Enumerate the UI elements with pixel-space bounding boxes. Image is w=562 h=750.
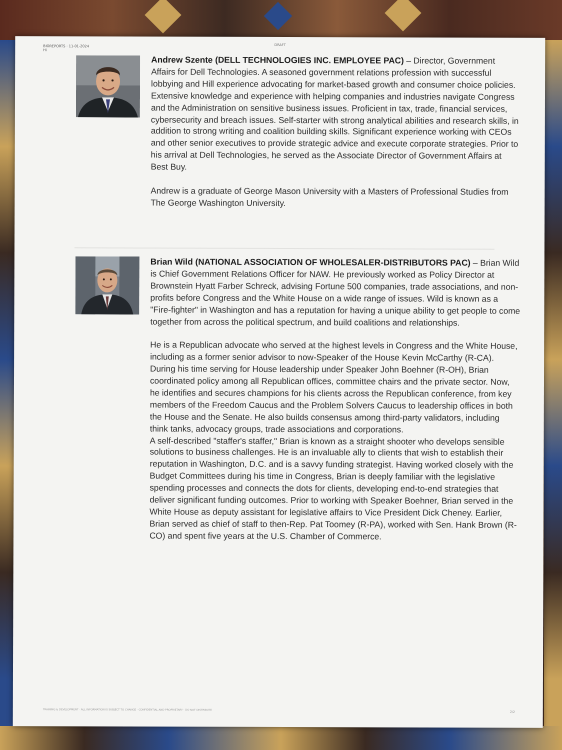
bio-paragraph: He is a Republican advocate who served at the highest levels in Congress and the White House, including as a former senior advisor to now-Speaker of the House Kevin McCarthy (R-CA). During his time serving for House leadership under Speaker John Boehner (R-OH), Brian coordinated policy among all Republican offices, committee chairs and the private sector. Now, he identifies and secures champions for his clients across the Republican conference, from key members of the Freedom Caucus and the Problem Solvers Caucus to leadership offices in both the House and the Senate. He also builds consensus among third-party validators, including think tanks, advocacy groups, trade associations and corporations. xyxy=(149,339,518,435)
profile-name: Andrew Szente (DELL TECHNOLOGIES INC. EMPLOYEE PAC) xyxy=(151,54,404,66)
portrait-image xyxy=(75,256,139,314)
document-page xyxy=(13,36,545,728)
page-header-center: DRAFT xyxy=(274,42,286,48)
section-divider xyxy=(74,247,494,249)
header-left-line1: BIOREPORTS · 11-01-2024 xyxy=(43,44,90,49)
bio-text: – Director, Government Affairs for Dell Technologies. A seasoned government relations profession with successful lobbying and Hill experience advocating for market-based growth and consumer choice policies. Extensive knowledge and experience with helping companies and industries navigate Congress and the Administration on sensitive business issues. Proficient in tax, trade, financial services, cybersecurity and breach issues. Self-starter with strong analytical abilities and research skills, in addition to strong writing and coalition building skills. Significant experience working with CEOs and other senior executives to provide strategic advice and execute corporate strategies. Prior to his arrival at Dell Technologies, he served as the Associate Director of Government Affairs at Best Buy. xyxy=(150,55,519,172)
background-right-band xyxy=(544,40,562,750)
portrait-image xyxy=(76,55,140,117)
page-number: 2/2 xyxy=(510,709,515,714)
bio-paragraph: Andrew is a graduate of George Mason University with a Masters of Professional Studies from The George Washington University. xyxy=(150,185,509,208)
profile-bio-andrew-szente xyxy=(151,55,522,223)
page-footer-text: TRAINING & DEVELOPMENT · ALL INFORMATION IS SUBJECT TO CHANGE · CONFIDENTIAL AND PROPRIETARY · DO NOT DISTRIBUTE xyxy=(42,708,212,712)
profile-photo-andrew-szente xyxy=(76,55,140,117)
profile-bio-brian-wild xyxy=(149,257,520,556)
bio-paragraph xyxy=(150,257,520,330)
header-left-line2: Hi xyxy=(43,48,47,53)
bio-paragraph xyxy=(151,55,521,175)
bio-paragraph: A self-described "staffer's staffer," Brian is known as a straight shooter who develops sensible solutions to business challenges. He is an invaluable ally to clients that wish to establish their reputation in Washington, D.C. and is a savvy funding strategist. Having worked closely with the Budget Committees during his time in Congress, Brian is deeply familiar with the legislative spending processes and connects the dots for clients, developing end-to-end strategies that deliver significant funding outcomes. Prior to working with Speaker Boehner, Brian served in the White House as deputy assistant for legislative affairs to Vice President Dick Cheney. Earlier, Brian served as chief of staff to then-Rep. Pat Toomey (R-PA), worked with Sen. Hank Brown (R-CO) and spent five years at the U.S. Chamber of Commerce. xyxy=(149,435,517,542)
background-bottom-band xyxy=(0,726,562,750)
profile-photo-brian-wild xyxy=(75,256,139,318)
bio-text: – Brian Wild is Chief Government Relations Officer for NAW. He previously worked as Policy Director at Brownstein Hyatt Farber Schreck, advising Fortune 500 companies, trade associations, and non-profits before Congress and the White House on a wide range of issues. Wild is known as a "Fire-fighter" in Washington and has a reputation for having a unique ability to get people to come together from across the political spectrum, and build coalitions and relationships. xyxy=(150,257,521,328)
profile-name: Brian Wild (NATIONAL ASSOCIATION OF WHOLESALER-DISTRIBUTORS PAC) xyxy=(150,256,471,268)
